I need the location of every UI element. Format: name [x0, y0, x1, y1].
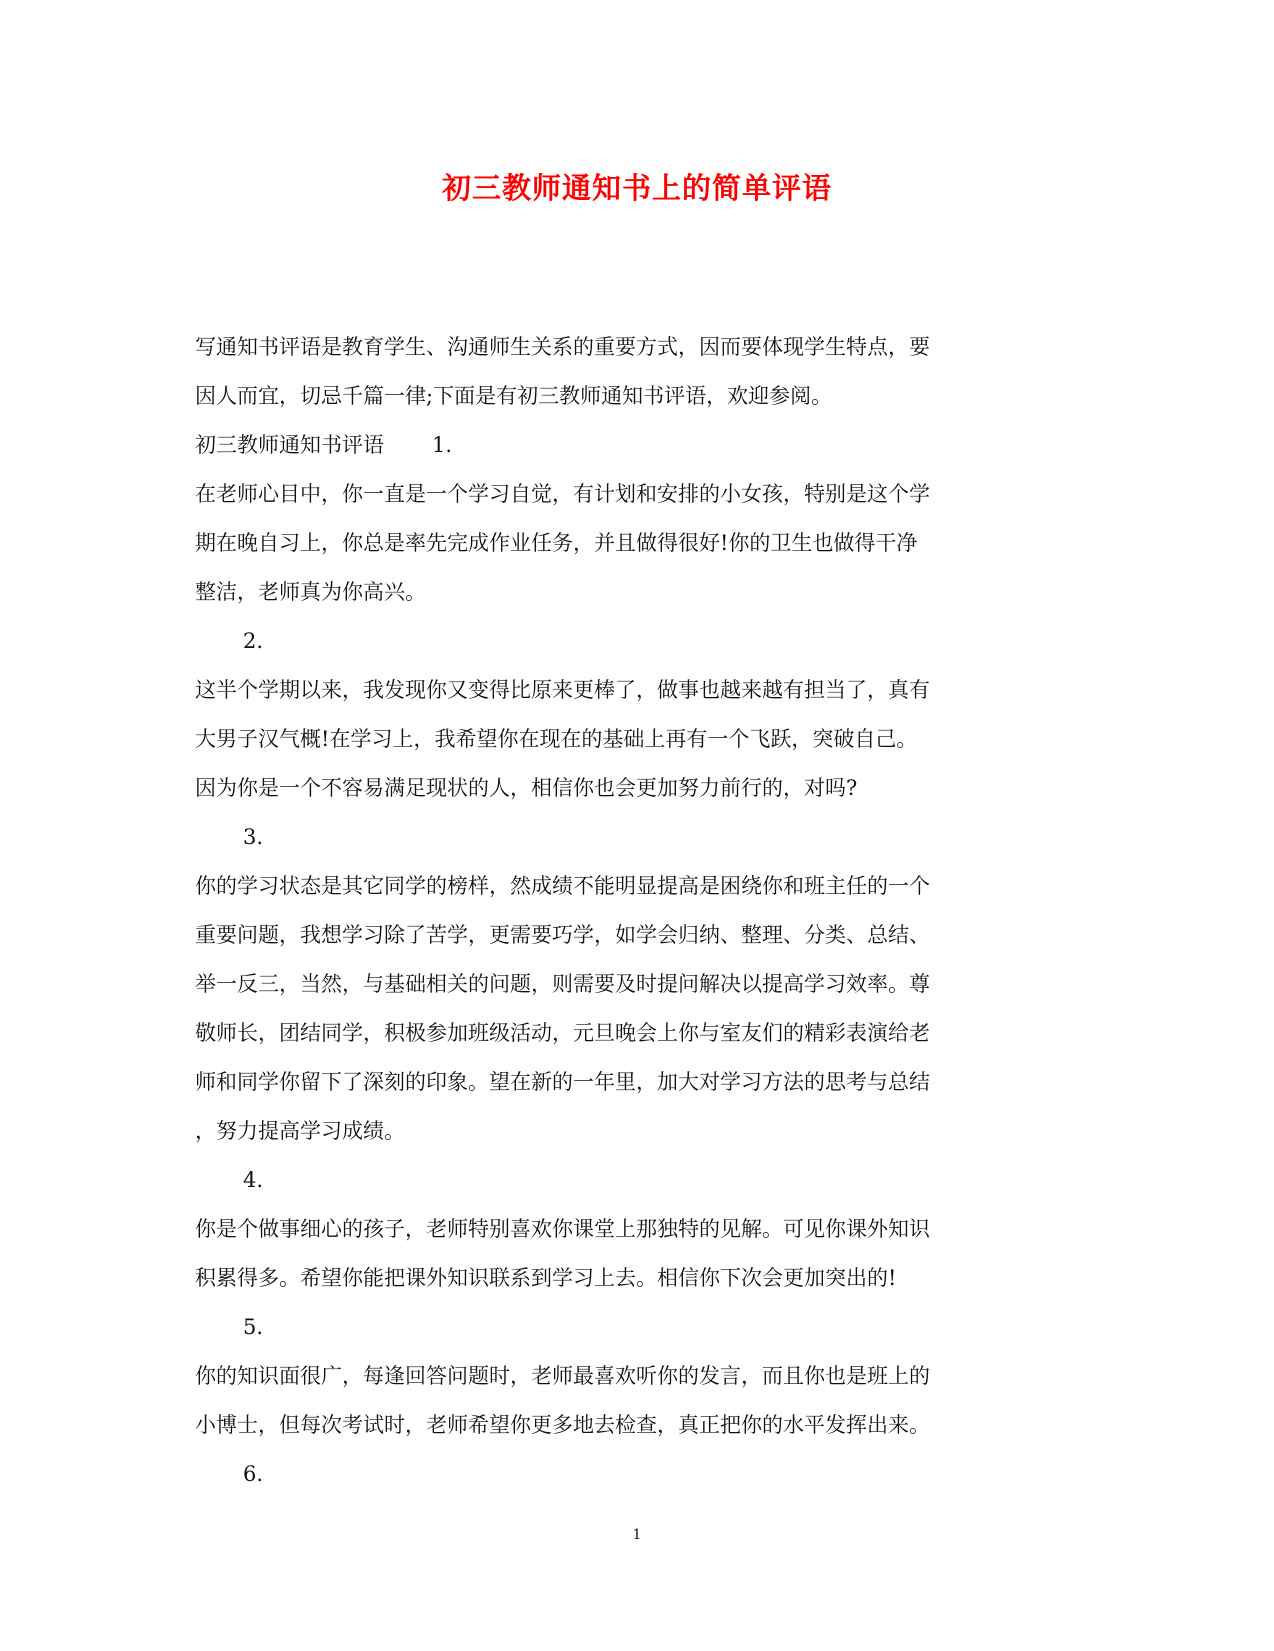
item-number: 5.: [243, 1315, 264, 1339]
intro-line: 写通知书评语是教育学生、沟通师生关系的重要方式，因而要体现学生特点，要: [195, 335, 930, 359]
item-number: 3.: [243, 825, 264, 849]
comment-line: 你的知识面很广，每逢回答问题时，老师最喜欢听你的发言，而且你也是班上的: [195, 1364, 930, 1388]
comment-line: 大男子汉气概!在学习上，我希望你在现在的基础上再有一个飞跃，突破自己。: [195, 727, 918, 751]
item-number: 4.: [243, 1168, 264, 1192]
comment-line: 期在晚自习上，你总是率先完成作业任务，并且做得很好!你的卫生也做得干净: [195, 531, 918, 555]
comment-line: 在老师心目中，你一直是一个学习自觉，有计划和安排的小女孩，特别是这个学: [195, 482, 930, 506]
comment-line: 这半个学期以来，我发现你又变得比原来更棒了，做事也越来越有担当了，真有: [195, 678, 930, 702]
document-title: 初三教师通知书上的简单评语: [441, 171, 832, 205]
comment-line: 举一反三，当然，与基础相关的问题，则需要及时提问解决以提高学习效率。尊: [195, 972, 930, 996]
comment-line: 积累得多。希望你能把课外知识联系到学习上去。相信你下次会更加突出的!: [195, 1266, 897, 1290]
comment-line: 因为你是一个不容易满足现状的人，相信你也会更加努力前行的，对吗?: [195, 776, 858, 800]
item-number: 2.: [243, 629, 264, 653]
comment-line: 你是个做事细心的孩子，老师特别喜欢你课堂上那独特的见解。可见你课外知识: [195, 1217, 930, 1241]
comment-line: 你的学习状态是其它同学的榜样，然成绩不能明显提高是困绕你和班主任的一个: [195, 874, 930, 898]
item-number: 1.: [432, 433, 453, 457]
intro-line: 因人而宜，切忌千篇一律;下面是有初三教师通知书评语，欢迎参阅。: [195, 384, 833, 408]
page-number: 1: [632, 1527, 642, 1543]
comment-line: 师和同学你留下了深刻的印象。望在新的一年里，加大对学习方法的思考与总结: [195, 1070, 930, 1094]
item-number: 6.: [243, 1462, 264, 1486]
section-heading-line: [195, 421, 1075, 470]
document-body: [195, 323, 1075, 1499]
comment-line: 小博士，但每次考试时，老师希望你更多地去检查，真正把你的水平发挥出来。: [195, 1413, 930, 1437]
comment-line: 整洁，老师真为你高兴。: [195, 580, 426, 604]
comment-line: 敬师长，团结同学，积极参加班级活动，元旦晚会上你与室友们的精彩表演给老: [195, 1021, 930, 1045]
comment-line: 重要问题，我想学习除了苦学，更需要巧学，如学会归纳、整理、分类、总结、: [195, 923, 930, 947]
comment-line: ，努力提高学习成绩。: [195, 1119, 405, 1143]
section-heading: 初三教师通知书评语: [195, 433, 384, 457]
